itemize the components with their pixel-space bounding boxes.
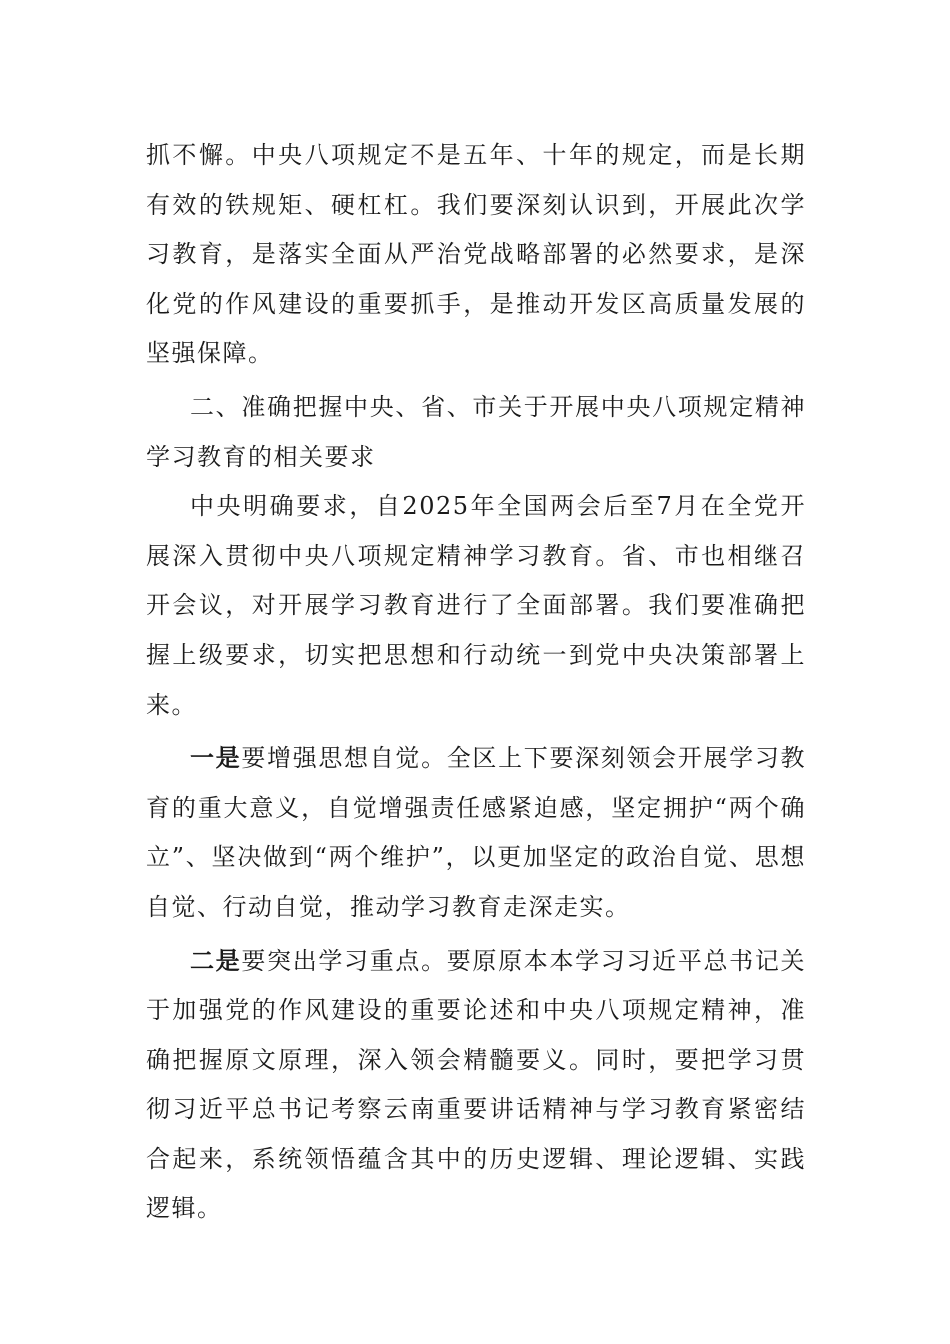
document-body (146, 131, 806, 1234)
section-heading: 二、准确把握中央、省、市关于开展中央八项规定精神学习教育的相关要求 (146, 392, 806, 471)
paragraph-continuation: 抓不懈。中央八项规定不是五年、十年的规定，而是长期有效的铁规矩、硬杠杠。我们要深刻认识到，开展此次学习教育，是落实全面从严治党战略部署的必然要求，是深化党的作风建设的重要抓手，是推动开发区高质量发展的坚强保障。 (146, 141, 806, 368)
point-one-lead: 一是 (190, 744, 242, 773)
paragraph-central-requirement: 中央明确要求，自2025年全国两会后至7月在全党开展深入贯彻中央八项规定精神学习教育。省、市也相继召开会议，对开展学习教育进行了全面部署。我们要准确把握上级要求，切实把思想和行动统一到党中央决策部署上来。 (146, 492, 806, 719)
paragraph-point-one (146, 734, 806, 932)
point-two-text: 要突出学习重点。要原原本本学习习近平总书记关于加强党的作风建设的重要论述和中央八项规定精神，准确把握原文原理，深入领会精髓要义。同时，要把学习贯彻习近平总书记考察云南重要讲话精神与学习教育紧密结合起来，系统领悟蕴含其中的历史逻辑、理论逻辑、实践逻辑。 (146, 946, 807, 1223)
point-two-lead: 二是 (190, 946, 242, 975)
paragraph-point-two (146, 937, 806, 1235)
point-one-text: 要增强思想自觉。全区上下要深刻领会开展学习教育的重大意义，自觉增强责任感紧迫感，坚定拥护“两个确立”、坚决做到“两个维护”，以更加坚定的政治自觉、思想自觉、行动自觉，推动学习教育走深走实。 (146, 744, 807, 921)
